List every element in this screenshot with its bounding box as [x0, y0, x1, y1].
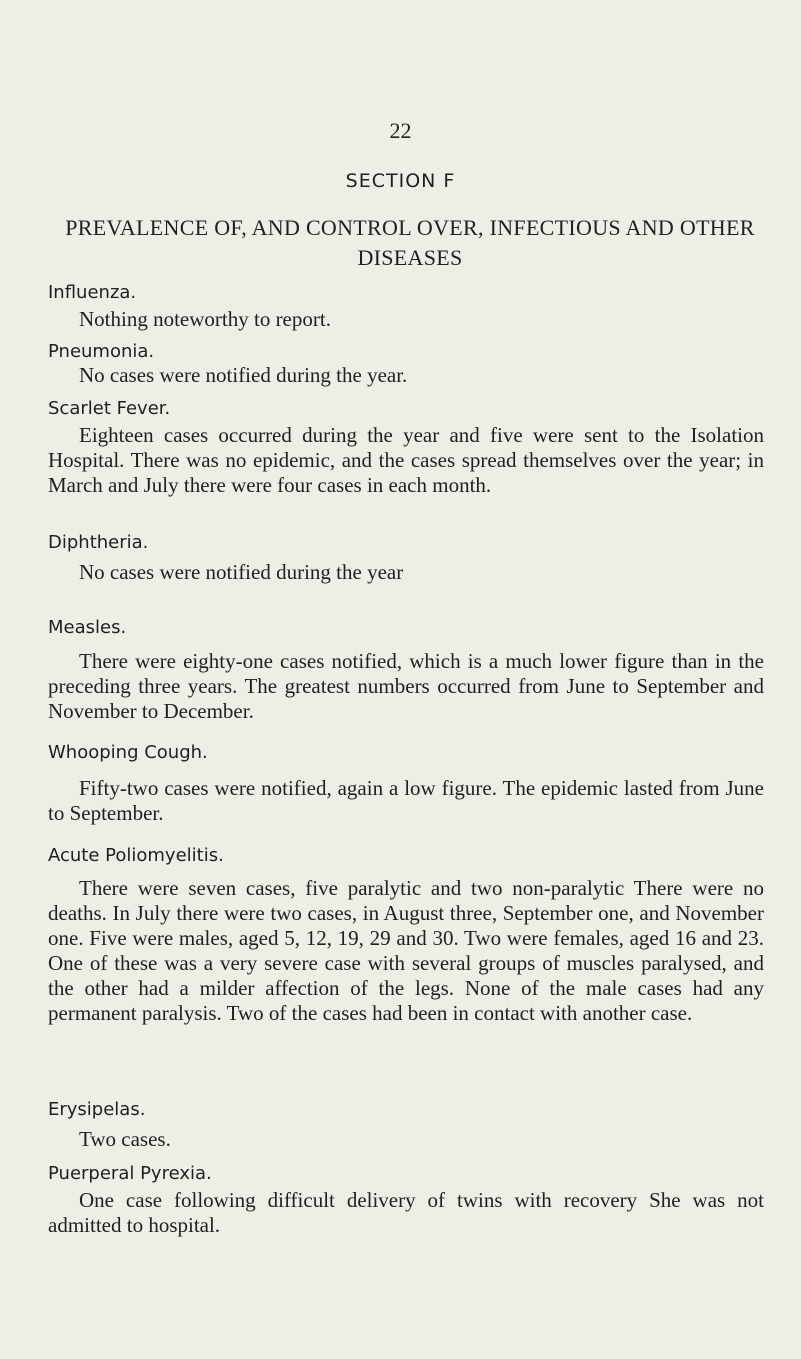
paragraph-scarlet-fever: Eighteen cases occurred during the year and five were sent to the Isolation Hospital. There was no epidemic, and the cases spread themselves over the year; in March and July there were four cases in each month. [48, 423, 764, 497]
paragraph-whooping-cough: Fifty-two cases were notified, again a low figure. The epidemic lasted from June to September. [48, 776, 764, 825]
paragraph-pneumonia: No cases were notified during the year. [79, 363, 408, 387]
paragraph-diphtheria: No cases were notified during the year [79, 560, 404, 584]
heading-diphtheria: Diphtheria. [48, 532, 149, 553]
heading-acute-poliomyelitis: Acute Poliomyelitis. [48, 845, 224, 866]
heading-erysipelas: Erysipelas. [48, 1099, 146, 1120]
heading-measles: Measles. [48, 617, 127, 638]
paragraph-erysipelas: Two cases. [79, 1127, 171, 1151]
page-number: 22 [389, 118, 412, 143]
paragraph-measles: There were eighty-one cases notified, which is a much lower figure than in the preceding three years. The greatest numbers occurred from June to September and November to December. [48, 649, 764, 723]
paragraph-acute-poliomyelitis: There were seven cases, five paralytic and two non-paralytic There were no deaths. In July there were two cases, in August three, September one, and November one. Five were males, aged 5, 12, 19, 29 and 30. Two were females, aged 16 and 23. One of these was a very severe case with several groups of muscles paralysed, and the other had a milder affection of the legs. None of the male cases had any permanent paralysis. Two of the cases had been in contact with another case. [48, 876, 764, 1025]
paragraph-puerperal-pyrexia: One case following difficult delivery of twins with recovery She was not admitted to hospital. [48, 1188, 764, 1237]
section-title: SECTION F [345, 170, 456, 192]
heading-scarlet-fever: Scarlet Fever. [48, 398, 171, 419]
heading-influenza: Influenza. [48, 282, 137, 303]
page-title: PREVALENCE OF, AND CONTROL OVER, INFECTIOUS AND OTHER DISEASES [65, 215, 755, 270]
paragraph-influenza: Nothing noteworthy to report. [79, 307, 331, 331]
heading-whooping-cough: Whooping Cough. [48, 742, 208, 763]
heading-pneumonia: Pneumonia. [48, 341, 155, 362]
heading-puerperal-pyrexia: Puerperal Pyrexia. [48, 1163, 212, 1184]
